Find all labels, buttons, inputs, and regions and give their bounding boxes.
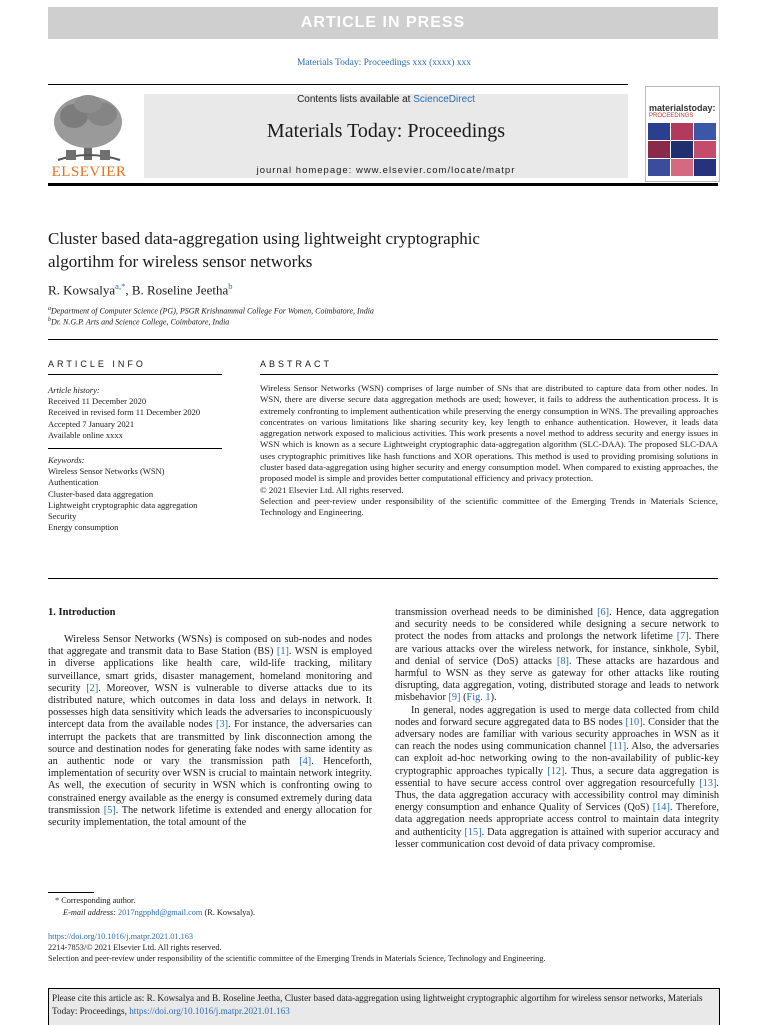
author-affiliation-mark[interactable]: b [228,281,233,291]
introduction-right-column [395,607,719,851]
footnote-mark: * [55,896,60,905]
paragraph-text: ). [490,692,497,704]
sciencedirect-link[interactable]: ScienceDirect [413,94,475,105]
affiliation-text: Department of Computer Science (PG), PSGR Krishnammal College For Women, Coimbatore, India [51,306,374,316]
citation-reference-link[interactable]: [15] [464,826,482,838]
history-item: Available online xxxx [48,429,123,440]
citation-body: Please cite this article as: R. Kowsalya and B. Roseline Jeetha, Cluster based data-aggregation using lightweight cryptographic algortihm for wireless sensor networks, Materials Today: Proceedings, [52,993,703,1016]
journal-homepage[interactable]: journal homepage: www.elsevier.com/locate/matpr [256,165,516,176]
article-title [48,227,608,273]
cover-image-grid-icon [648,123,717,177]
paragraph-text: . Therefore, data aggregation needs appropriate access control to maintain data integrity and authenticity [395,802,719,838]
citation-reference-link[interactable]: [3] [216,719,229,731]
paragraph-text: . Also, the adversaries can exploit ad-hoc networking owing to the non-availability of public-key cryptographic approaches typically [395,741,719,777]
header-thick-rule [48,183,718,186]
introduction-heading: 1. Introduction [48,607,116,618]
author-list [48,281,232,298]
contents-line [144,94,628,105]
author-name: R. Kowsalya [48,282,116,298]
journal-title: Materials Today: Proceedings [266,120,506,142]
citation-doi-link[interactable]: https://doi.org/10.1016/j.matpr.2021.01.163 [129,1006,290,1016]
journal-cover-thumbnail [645,86,720,182]
introduction-paragraph [395,705,719,851]
paragraph-text: . Thus, the data aggregation accuracy with accessibility control may diminish energy consumption and enhance Quality of Services (QoS) [395,777,719,814]
citation-reference-link[interactable]: [12] [547,765,565,777]
abstract-text: Wireless Sensor Networks (WSN) comprises of large number of SNs that are distributed to capture data from other nodes. In WSN, there are diverse secure data aggregation methods are used; however, it fails to address the authentication process. It is extremely confronting to implement authentication while preserving the energy consumption in WNS. The prevailing approaches concentrates on various limitations like sharing security key, key length to enhance authentication. However, it leads data aggregation network exposed to malicious activities. This work presents a novel method to address security and energy issues in WSN which is known as a secure Lightweight cryptographic data-aggregation algorithm (SLC-DAA). The proposed SLC-DAA uses cryptographic primitives like hash functions and XOR operations. This method is used to providing promising solutions in cluster based data-aggregation using higher security and energy consumption model. When compared to existing approaches, the proposed model is simple and provides better computational efficiency and privacy protection. [260,383,718,484]
doi-link[interactable]: https://doi.org/10.1016/j.matpr.2021.01.163 [48,932,194,941]
history-item: Accepted 7 January 2021 [48,418,135,429]
paragraph-text: In general, nodes aggregation is used to merge data collected from child nodes and forward secure aggregated data to BS nodes [395,704,719,728]
citation-reference-link[interactable]: [14] [652,802,670,814]
citation-reference-link[interactable]: [9] [448,692,461,704]
paragraph-text: . Data aggregation is attained with superior accuracy and lesser communication cost devoid of data privacy compromise. [395,826,719,850]
paragraph-text: . Thus, a secure data aggregation is essential to have secure access control over aggregation resourcefully [395,765,719,789]
citation-reference-link[interactable]: [5] [103,804,116,816]
citation-reference-link[interactable]: [10] [625,716,643,728]
article-info-heading: ARTICLE INFO [48,359,146,369]
section-rule [48,339,718,340]
paragraph-text: . The network lifetime is extended and energy allocation for security implementation, the total amount of the [48,804,372,829]
history-item: Received 11 December 2020 [48,396,147,407]
abstract-peer-review: Selection and peer-review under responsibility of the scientific committee of the Emerging Trends in Materials Science, Technology and Engineering. [260,495,718,518]
history-item: Received in revised form 11 December 2020 [48,407,201,418]
paragraph-text: Wireless Sensor Networks (WSNs) is composed on sub-nodes and nodes that aggregate and transmit data to Base Station (BS) [48,634,372,658]
citation-text [52,992,716,1018]
affiliation-mark: b [48,317,51,323]
paragraph-text: transmission overhead needs to be diminished [395,607,598,618]
introduction-paragraph [48,634,372,829]
peer-review-line: Selection and peer-review under responsibility of the scientific committee of the Emerging Trends in Materials Science, Technology and Engineering. [48,954,546,963]
journal-reference-link[interactable]: Materials Today: Proceedings xxx (xxxx) xxx [296,58,472,68]
paragraph-text: . For instance, the adversaries can interrupt the packets that are transmitted by link disconnection among the source and destination nodes for generating fake nodes with same identity as an authentic node or vary the transmission path [48,719,372,768]
citation-reference-link[interactable]: Fig. 1 [466,692,491,704]
abstract-body [260,383,718,519]
citation-reference-link[interactable]: [11] [609,741,627,753]
citation-reference-link[interactable]: [4] [299,756,312,768]
abstract-copyright: © 2021 Elsevier Ltd. All rights reserved. [260,484,404,495]
article-title-line-2: algortihm for wireless sensor networks [48,252,313,271]
keyword: Lightweight cryptographic data aggregation [48,499,198,510]
doi-block [48,931,728,964]
abstract-rule [260,374,718,375]
citation-reference-link[interactable]: [6] [597,607,610,618]
keyword: Authentication [48,477,99,488]
article-info-rule [48,374,222,375]
keyword: Wireless Sensor Networks (WSN) [48,466,165,477]
paragraph-text: . Hence, data aggregation and security needs to be considered while designing a secure network to protect the nodes from attacks and prolongs the network lifetime [395,607,720,643]
elsevier-wordmark: ELSEVIER [51,164,127,180]
author-name: B. Roseline Jeetha [131,282,229,298]
citation-reference-link[interactable]: [2] [86,682,99,694]
author-separator: , [125,282,132,298]
footnote [55,895,255,919]
citation-reference-link[interactable]: [1] [276,646,289,658]
elsevier-logo [48,92,130,180]
paragraph-text: . There are various attacks over the wireless network, for instance, sinkhole, Sybil, and denial of service (DoS) attacks [395,631,719,667]
affiliation-b [48,317,229,327]
affiliation-a [48,306,374,316]
introduction-paragraph [395,607,719,705]
article-history-label: Article history: [48,385,100,395]
affiliation-text: Dr. N.G.P. Arts and Science College, Coimbatore, India [51,317,230,327]
abstract-heading: ABSTRACT [260,359,333,369]
citation-reference-link[interactable]: [8] [556,655,569,667]
keywords-list [48,455,222,533]
footnote-rule [48,892,94,893]
keyword: Energy consumption [48,522,119,533]
cover-subtitle: PROCEEDINGS [649,113,694,119]
paragraph-text: . Consider that the adversary nodes are familiar with various security approaches in WSN as it can reach the nodes using communication channel [395,716,720,753]
header-rule [48,84,628,85]
email-line [55,907,255,919]
contents-prefix: Contents lists available at [297,94,414,105]
keywords-label: Keywords: [48,455,85,465]
article-history [48,385,222,441]
article-title-line-1: Cluster based data-aggregation using lightweight cryptographic [48,229,480,248]
citation-reference-link[interactable]: [7] [676,631,689,643]
keyword: Cluster-based data aggregation [48,488,154,499]
paragraph-text: . Moreover, WSN is vulnerable to diverse attacks due to its distributed nature, which outcomes in data loss and delays in network. It possesses high data sensitivity which leads the adversaries to inconspicuously intercept data from the available nodes [48,682,372,731]
article-in-press-banner: ARTICLE IN PRESS [48,7,718,39]
paragraph-text: . WSN is employed in diverse applications like health care, wild-life tracking, military surveillance, smart grids, disaster management, homeland monitoring and security [48,646,373,694]
paragraph-text: ( [460,692,467,704]
keywords-rule [48,448,222,449]
author-affiliation-mark[interactable]: a,* [115,281,126,291]
email-link[interactable]: 2017ngpphd@gmail.com [118,908,203,917]
paragraph-text: . Henceforth, implementation of security over WSN is crucial to maintain network integrity. As well, the execution of security in WSN which is confronting owing to constrained energy available as the energy is consumed extremely during data transmission [48,756,372,816]
front-matter-end-rule [48,578,718,579]
introduction-left-column [48,634,372,829]
cover-title: materialstoday: [649,103,716,113]
keyword: Security [48,511,77,522]
email-label: E-mail address: [63,908,118,917]
affiliation-mark: a [48,306,51,312]
issn-line: 2214-7853/© 2021 Elsevier Ltd. All rights reserved. [48,943,222,952]
corresponding-author-note [55,895,255,907]
email-owner: (R. Kowsalya). [202,908,255,917]
paragraph-text: . These attacks are hazardous and harmful to WSN as they serve as gateway for other attacks like routing disrupting, data aggregation, voting, distributed storage and leads to network misbehavior [395,655,719,704]
citation-reference-link[interactable]: [13] [699,777,717,789]
corresponding-author-text: Corresponding author. [59,896,136,905]
